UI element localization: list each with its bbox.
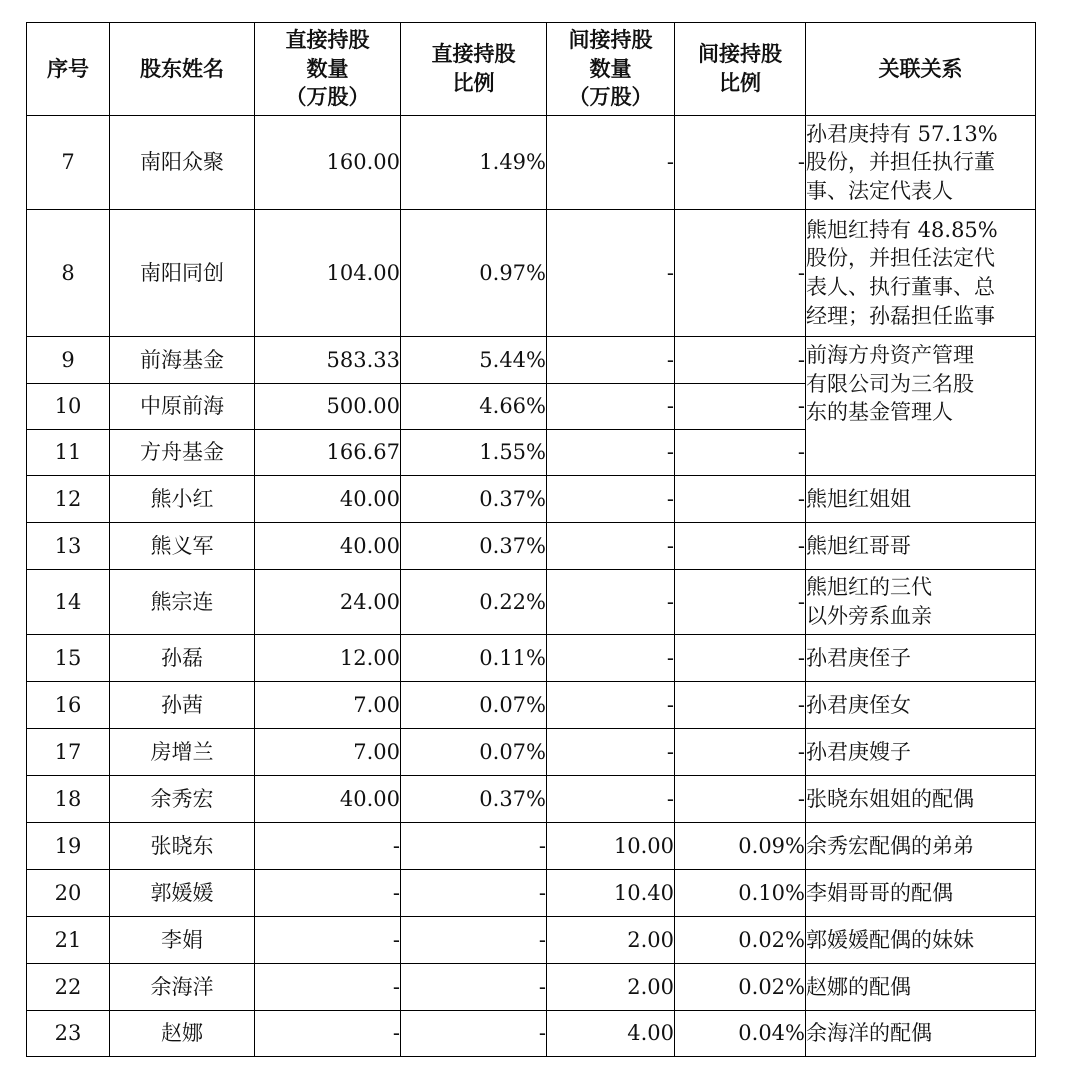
cell-relation: 熊旭红的三代 以外旁系血亲 <box>806 570 1036 635</box>
cell-name: 南阳众聚 <box>110 116 255 210</box>
cell-direct-pct: 0.37% <box>401 776 547 823</box>
cell-seq: 14 <box>27 570 110 635</box>
cell-name: 余秀宏 <box>110 776 255 823</box>
cell-name: 房增兰 <box>110 729 255 776</box>
cell-indirect-pct: - <box>675 337 806 384</box>
table-row <box>27 917 1036 964</box>
cell-relation: 郭媛媛配偶的妹妹 <box>806 917 1036 964</box>
header-direct-qty: 直接持股 数量 （万股） <box>255 23 401 116</box>
cell-direct-qty: 40.00 <box>255 476 401 523</box>
cell-direct-pct: 0.97% <box>401 210 547 337</box>
cell-name: 郭媛媛 <box>110 870 255 917</box>
cell-direct-qty: 160.00 <box>255 116 401 210</box>
cell-direct-qty: 12.00 <box>255 635 401 682</box>
shareholder-table <box>26 22 1036 1057</box>
cell-direct-pct: 4.66% <box>401 384 547 430</box>
cell-seq: 23 <box>27 1011 110 1057</box>
cell-indirect-pct: - <box>675 776 806 823</box>
cell-seq: 9 <box>27 337 110 384</box>
cell-direct-pct: 0.37% <box>401 523 547 570</box>
cell-seq: 21 <box>27 917 110 964</box>
cell-seq: 11 <box>27 430 110 476</box>
cell-name: 熊小红 <box>110 476 255 523</box>
cell-indirect-qty: - <box>547 729 675 776</box>
cell-name: 余海洋 <box>110 964 255 1011</box>
cell-direct-pct: 1.49% <box>401 116 547 210</box>
cell-indirect-qty: 10.40 <box>547 870 675 917</box>
cell-direct-qty: 7.00 <box>255 729 401 776</box>
cell-relation: 熊旭红哥哥 <box>806 523 1036 570</box>
cell-seq: 10 <box>27 384 110 430</box>
cell-direct-pct: - <box>401 964 547 1011</box>
cell-relation: 孙君庚嫂子 <box>806 729 1036 776</box>
table-row <box>27 116 1036 210</box>
cell-indirect-qty: - <box>547 570 675 635</box>
cell-direct-qty: 500.00 <box>255 384 401 430</box>
cell-indirect-pct: - <box>675 384 806 430</box>
cell-name: 孙磊 <box>110 635 255 682</box>
cell-indirect-pct: 0.02% <box>675 964 806 1011</box>
cell-direct-pct: 1.55% <box>401 430 547 476</box>
cell-indirect-qty: - <box>547 210 675 337</box>
cell-relation: 张晓东姐姐的配偶 <box>806 776 1036 823</box>
cell-seq: 18 <box>27 776 110 823</box>
table-row <box>27 337 1036 384</box>
table-row <box>27 210 1036 337</box>
cell-name: 张晓东 <box>110 823 255 870</box>
cell-seq: 7 <box>27 116 110 210</box>
cell-direct-qty: - <box>255 1011 401 1057</box>
table-row <box>27 823 1036 870</box>
cell-indirect-qty: 2.00 <box>547 917 675 964</box>
cell-indirect-pct: - <box>675 116 806 210</box>
cell-indirect-pct: - <box>675 570 806 635</box>
cell-direct-qty: 40.00 <box>255 776 401 823</box>
cell-indirect-pct: - <box>675 523 806 570</box>
cell-indirect-pct: - <box>675 476 806 523</box>
cell-relation: 余海洋的配偶 <box>806 1011 1036 1057</box>
cell-direct-qty: - <box>255 870 401 917</box>
cell-relation: 孙君庚侄女 <box>806 682 1036 729</box>
cell-indirect-pct: 0.04% <box>675 1011 806 1057</box>
cell-seq: 16 <box>27 682 110 729</box>
cell-relation: 赵娜的配偶 <box>806 964 1036 1011</box>
cell-relation: 李娟哥哥的配偶 <box>806 870 1036 917</box>
cell-seq: 13 <box>27 523 110 570</box>
cell-indirect-pct: 0.02% <box>675 917 806 964</box>
header-indirect-pct: 间接持股 比例 <box>675 23 806 116</box>
header-name: 股东姓名 <box>110 23 255 116</box>
cell-direct-qty: 24.00 <box>255 570 401 635</box>
cell-direct-qty: - <box>255 917 401 964</box>
table-row <box>27 523 1036 570</box>
cell-name: 方舟基金 <box>110 430 255 476</box>
table-row <box>27 635 1036 682</box>
cell-indirect-qty: 10.00 <box>547 823 675 870</box>
cell-direct-qty: 166.67 <box>255 430 401 476</box>
cell-name: 中原前海 <box>110 384 255 430</box>
cell-relation: 熊旭红持有 48.85% 股份，并担任法定代 表人、执行董事、总 经理；孙磊担任监事 <box>806 210 1036 337</box>
cell-direct-pct: 0.07% <box>401 729 547 776</box>
header-relation: 关联关系 <box>806 23 1036 116</box>
cell-indirect-qty: 2.00 <box>547 964 675 1011</box>
table-row <box>27 570 1036 635</box>
table-row <box>27 1011 1036 1057</box>
header-indirect-qty: 间接持股 数量 （万股） <box>547 23 675 116</box>
cell-indirect-pct: - <box>675 635 806 682</box>
table-row <box>27 729 1036 776</box>
header-seq: 序号 <box>27 23 110 116</box>
cell-direct-pct: 0.22% <box>401 570 547 635</box>
cell-indirect-qty: - <box>547 337 675 384</box>
cell-indirect-pct: - <box>675 210 806 337</box>
cell-name: 前海基金 <box>110 337 255 384</box>
cell-name: 李娟 <box>110 917 255 964</box>
cell-direct-pct: - <box>401 917 547 964</box>
cell-indirect-qty: - <box>547 430 675 476</box>
cell-indirect-qty: - <box>547 682 675 729</box>
table-row <box>27 964 1036 1011</box>
cell-indirect-qty: - <box>547 384 675 430</box>
cell-seq: 12 <box>27 476 110 523</box>
table-row <box>27 776 1036 823</box>
cell-relation: 孙君庚侄子 <box>806 635 1036 682</box>
cell-direct-qty: - <box>255 964 401 1011</box>
cell-direct-qty: 7.00 <box>255 682 401 729</box>
cell-indirect-pct: - <box>675 682 806 729</box>
cell-seq: 19 <box>27 823 110 870</box>
cell-seq: 20 <box>27 870 110 917</box>
cell-direct-qty: 40.00 <box>255 523 401 570</box>
table-row <box>27 682 1036 729</box>
header-row <box>27 23 1036 116</box>
cell-indirect-qty: - <box>547 523 675 570</box>
header-direct-pct: 直接持股 比例 <box>401 23 547 116</box>
cell-name: 南阳同创 <box>110 210 255 337</box>
cell-seq: 15 <box>27 635 110 682</box>
cell-seq: 22 <box>27 964 110 1011</box>
cell-relation: 孙君庚持有 57.13% 股份，并担任执行董 事、法定代表人 <box>806 116 1036 210</box>
cell-relation: 余秀宏配偶的弟弟 <box>806 823 1036 870</box>
cell-indirect-qty: - <box>547 476 675 523</box>
table-row <box>27 476 1036 523</box>
cell-indirect-qty: - <box>547 635 675 682</box>
cell-relation-merged: 前海方舟资产管理 有限公司为三名股 东的基金管理人 <box>806 337 1036 476</box>
cell-indirect-pct: - <box>675 729 806 776</box>
cell-direct-pct: 0.11% <box>401 635 547 682</box>
cell-relation: 熊旭红姐姐 <box>806 476 1036 523</box>
cell-indirect-pct: 0.10% <box>675 870 806 917</box>
cell-name: 熊义军 <box>110 523 255 570</box>
cell-seq: 17 <box>27 729 110 776</box>
cell-direct-qty: 104.00 <box>255 210 401 337</box>
cell-direct-pct: 5.44% <box>401 337 547 384</box>
cell-direct-pct: - <box>401 823 547 870</box>
cell-direct-pct: - <box>401 870 547 917</box>
cell-indirect-qty: - <box>547 776 675 823</box>
cell-seq: 8 <box>27 210 110 337</box>
cell-indirect-qty: 4.00 <box>547 1011 675 1057</box>
cell-indirect-pct: - <box>675 430 806 476</box>
cell-direct-pct: - <box>401 1011 547 1057</box>
cell-direct-pct: 0.37% <box>401 476 547 523</box>
cell-direct-qty: 583.33 <box>255 337 401 384</box>
cell-indirect-pct: 0.09% <box>675 823 806 870</box>
cell-name: 赵娜 <box>110 1011 255 1057</box>
cell-indirect-qty: - <box>547 116 675 210</box>
table-row <box>27 870 1036 917</box>
cell-direct-qty: - <box>255 823 401 870</box>
cell-direct-pct: 0.07% <box>401 682 547 729</box>
cell-name: 熊宗连 <box>110 570 255 635</box>
cell-name: 孙茜 <box>110 682 255 729</box>
